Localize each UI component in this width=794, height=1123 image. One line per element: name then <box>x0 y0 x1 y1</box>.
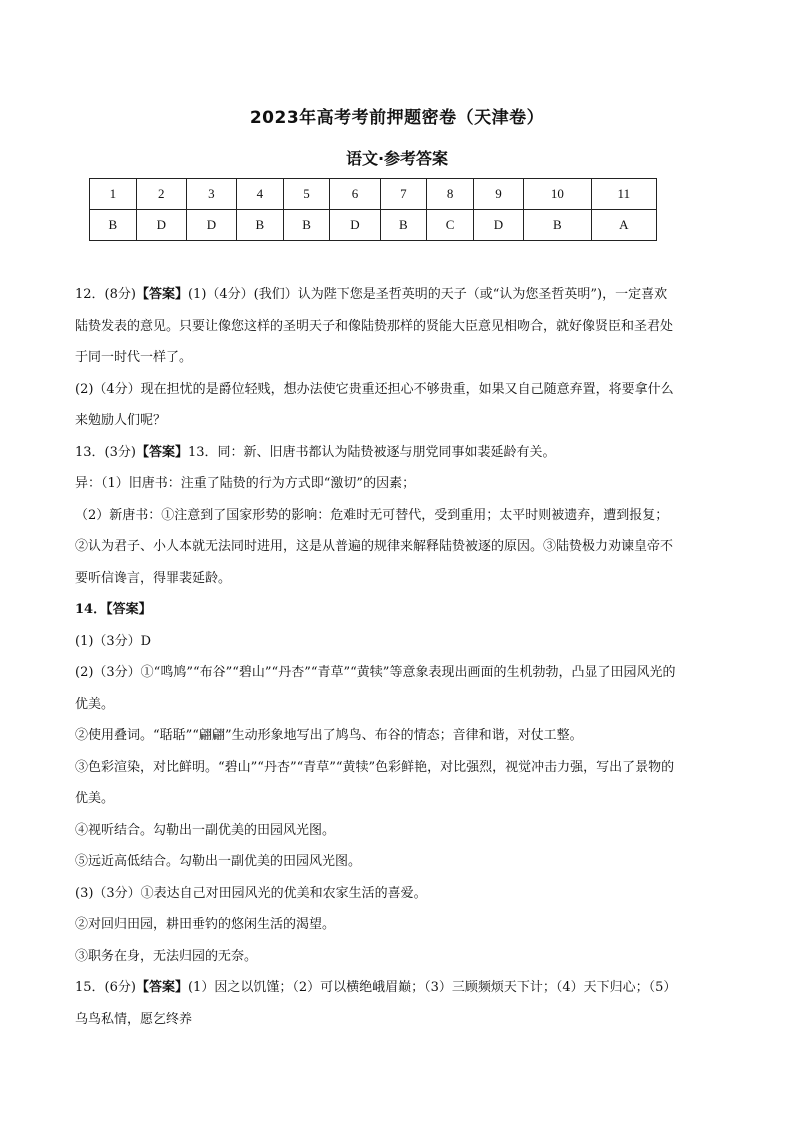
q13-text: 13．同：新、旧唐书都认为陆贽被逐与朋党同事如裴延龄有关。 <box>187 444 556 460</box>
answer-tag: 【答案】 <box>135 980 188 995</box>
answer-cell: B <box>380 210 427 241</box>
question-number: 10 <box>524 179 592 210</box>
answer-body <box>75 279 679 1035</box>
q15-prefix: 15．(6分) <box>75 980 136 995</box>
question-number: 4 <box>237 179 284 210</box>
q14-answer-1: (1)（3分）D <box>75 633 152 649</box>
answer-tag: 【答案】 <box>135 444 188 460</box>
q14-answer-2a: (2)（3分）①“鸣鸠”“布谷”“碧山”“丹杏”“青草”“黄犊”等意象表现出画面的生机勃勃，凸显了田园风光的优美。 <box>75 665 676 712</box>
q14-answer-3c: ③职务在身，无法归园的无奈。 <box>75 948 258 964</box>
answer-table-answer-row <box>90 210 657 241</box>
answer-table-number-row <box>90 179 657 210</box>
q13-diff-1: 异：（1）旧唐书：注重了陆贽的行为方式即“激切”的因素； <box>75 476 416 491</box>
answer-cell: B <box>90 210 137 241</box>
question-number: 11 <box>591 179 656 210</box>
q13-answer <box>75 437 679 469</box>
q15-answer <box>75 972 679 1035</box>
q15-text: (1）因之以饥馑；（2）可以横绝峨眉巅；（3）三顾频烦天下计；（4）天下归心；（5）乌鸟私情，愿乞终养 <box>75 980 677 1027</box>
question-number: 3 <box>186 179 236 210</box>
q14-answer-2e: ⑤远近高低结合。勾勒出一副优美的田园风光图。 <box>75 854 362 869</box>
answer-cell: D <box>330 210 380 241</box>
answer-cell: D <box>136 210 186 241</box>
answer-table <box>89 178 657 241</box>
question-number: 2 <box>136 179 186 210</box>
answer-cell: A <box>591 210 656 241</box>
question-number: 7 <box>380 179 427 210</box>
answer-cell: D <box>473 210 523 241</box>
q13-diff-2: （2）新唐书：①注意到了国家形势的影响：危难时无可替代，受到重用；太平时则被遗弃，遭到报复；②认为君子、小人本就无法同时进用，这是从普遍的规律来解释陆贽被逐的原因。③陆贽极力劝谏皇帝不要听信谗言，得罪裴延龄。 <box>75 507 674 586</box>
q12-prefix: 12．(8分) <box>75 287 136 302</box>
q12-text-1: (1)（4分）(我们）认为陛下您是圣哲英明的天子（或“认为您圣哲英明”)，一定喜欢陆贽发表的意见。只要让像您这样的圣明天子和像陆贽那样的贤能大臣意见相吻合，就好像贤臣和圣君处于同一时代一样了。 <box>75 287 674 365</box>
question-number: 1 <box>90 179 137 210</box>
answer-cell: B <box>283 210 330 241</box>
q14-answer-3a: (3)（3分）①表达自己对田园风光的优美和农家生活的喜爱。 <box>75 885 427 901</box>
page-subtitle: 语文·参考答案 <box>345 149 449 168</box>
page-title: 2023年高考考前押题密卷（天津卷） <box>249 108 545 128</box>
answer-cell: B <box>237 210 284 241</box>
q14-heading: 14．【答案】 <box>75 602 152 617</box>
question-number: 8 <box>427 179 474 210</box>
q14-answer-3b: ②对回归田园，耕田垂钓的悠闲生活的渴望。 <box>75 917 336 932</box>
q14-answer-2b: ②使用叠词。“聒聒”“翩翩”生动形象地写出了鸠鸟、布谷的情态；音律和谐，对仗工整。 <box>75 728 583 743</box>
answer-cell: D <box>186 210 236 241</box>
answer-cell: B <box>524 210 592 241</box>
question-number: 6 <box>330 179 380 210</box>
q14-answer-2c: ③色彩渲染，对比鲜明。“碧山”“丹杏”“青草”“黄犊”色彩鲜艳，对比强烈，视觉冲击力强，写出了景物的优美。 <box>75 759 675 806</box>
q13-prefix: 13．(3分) <box>75 444 136 460</box>
answer-tag: 【答案】 <box>135 287 188 302</box>
question-number: 5 <box>283 179 330 210</box>
answer-cell: C <box>427 210 474 241</box>
q12-answer-1 <box>75 279 679 374</box>
q12-answer-2: (2)（4分）现在担忧的是爵位轻贱，想办法使它贵重还担心不够贵重，如果又自己随意弃置，将要拿什么来勉励人们呢？ <box>75 381 674 428</box>
question-number: 9 <box>473 179 523 210</box>
q14-answer-2d: ④视听结合。勾勒出一副优美的田园风光图。 <box>75 822 336 838</box>
